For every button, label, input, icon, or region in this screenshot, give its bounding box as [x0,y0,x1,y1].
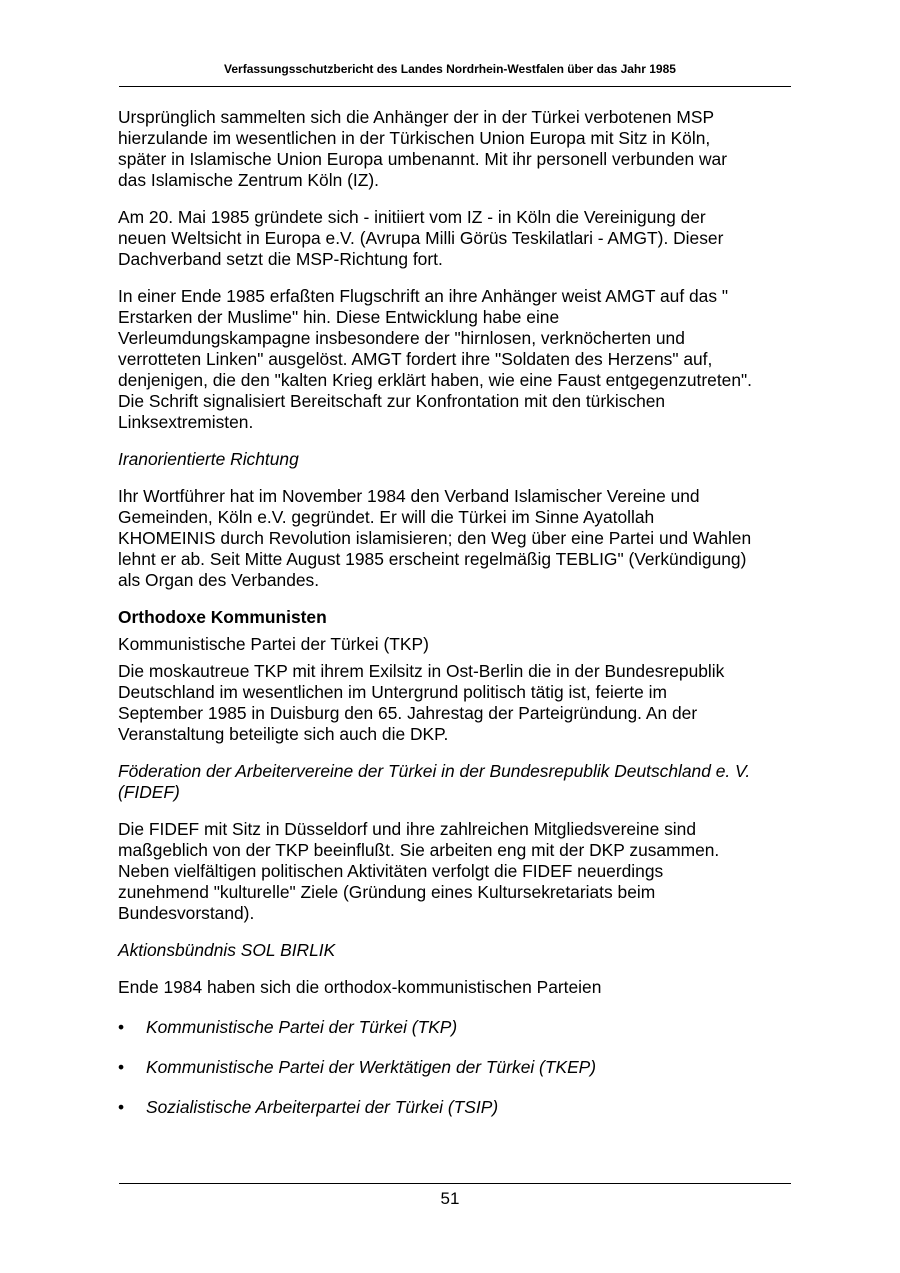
bullet-icon: • [118,1097,125,1117]
paragraph-amgt-pamphlet: In einer Ende 1985 erfaßten Flugschrift an ihre Anhänger weist AMGT auf das " Erstarken der Muslime" hin. Diese Entwicklung habe eine Verleumdungskampagne insbesondere der "hirnlosen, verknöcherten und verrotteten Linken" ausgelöst. AMGT fordert ihre "Soldaten des Herzens" auf, denjenigen, die den "kalten Krieg erklärt haben, wie eine Faust entgegenzutreten". Die Schrift signalisiert Bereitschaft zur Konfrontation mit den türkischen Linksextremisten. [118,286,753,432]
body-text [118,107,790,1137]
paragraph-amgt-founding: Am 20. Mai 1985 gründete sich - initiiert vom IZ - in Köln die Vereinigung der neuen Weltsicht in Europa e.V. (Avrupa Milli Görüs Teskilatlari - AMGT). Dieser Dachverband setzt die MSP-Richtung fort. [118,207,724,269]
bullet-icon: • [118,1017,125,1037]
header-rule [119,86,791,87]
running-header: Verfassungsschutzbericht des Landes Nordrhein-Westfalen über das Jahr 1985 [224,62,676,76]
list-item: • Kommunistische Partei der Türkei (TKP) [118,1017,458,1037]
heading-orthodoxe-kommunisten: Orthodoxe Kommunisten [118,607,327,627]
party-list [118,1017,790,1118]
heading-tkp: Kommunistische Partei der Türkei (TKP) [118,634,429,654]
paragraph-tkp: Die moskautreue TKP mit ihrem Exilsitz in Ost-Berlin die in der Bundesrepublik Deutschland im wesentlichen im Untergrund politisch tätig ist, feierte im September 1985 in Duisburg den 65. Jahrestag der Parteigründung. An der Veranstaltung beteiligte sich auch die DKP. [118,661,725,744]
page-number: 51 [440,1189,460,1208]
list-item: • Kommunistische Partei der Werktätigen der Türkei (TKEP) [118,1057,597,1077]
heading-iranorientierte-richtung: Iranorientierte Richtung [118,449,299,469]
paragraph-sol-birlik-intro: Ende 1984 haben sich die orthodox-kommunistischen Parteien [118,977,602,997]
paragraph-iran-verband: Ihr Wortführer hat im November 1984 den Verband Islamischer Vereine und Gemeinden, Köln e.V. gegründet. Er will die Türkei im Sinne Ayatollah KHOMEINIS durch Revolution islamisieren; den Weg über eine Partei und Wahlen lehnt er ab. Seit Mitte August 1985 erscheint regelmäßig TEBLIG" (Verkündigung) als Organ des Verbandes. [118,486,752,590]
bullet-icon: • [118,1057,125,1077]
footer-rule [119,1183,791,1184]
heading-fidef: Föderation der Arbeitervereine der Türkei in der Bundesrepublik Deutschland e. V. (FIDEF) [118,761,751,802]
heading-sol-birlik: Aktionsbündnis SOL BIRLIK [118,940,336,960]
paragraph-msp-origins: Ursprünglich sammelten sich die Anhänger der in der Türkei verbotenen MSP hierzulande im wesentlichen in der Türkischen Union Europa mit Sitz in Köln, später in Islamische Union Europa umbenannt. Mit ihr personell verbunden war das Islamische Zentrum Köln (IZ). [118,107,727,190]
list-item: • Sozialistische Arbeiterpartei der Türkei (TSIP) [118,1097,499,1117]
paragraph-fidef: Die FIDEF mit Sitz in Düsseldorf und ihre zahlreichen Mitgliedsvereine sind maßgeblich von der TKP beeinflußt. Sie arbeiten eng mit der DKP zusammen. Neben vielfältigen politischen Aktivitäten verfolgt die FIDEF neuerdings zunehmend "kulturelle" Ziele (Gründung eines Kultursekretariats beim Bundesvorstand). [118,819,720,923]
